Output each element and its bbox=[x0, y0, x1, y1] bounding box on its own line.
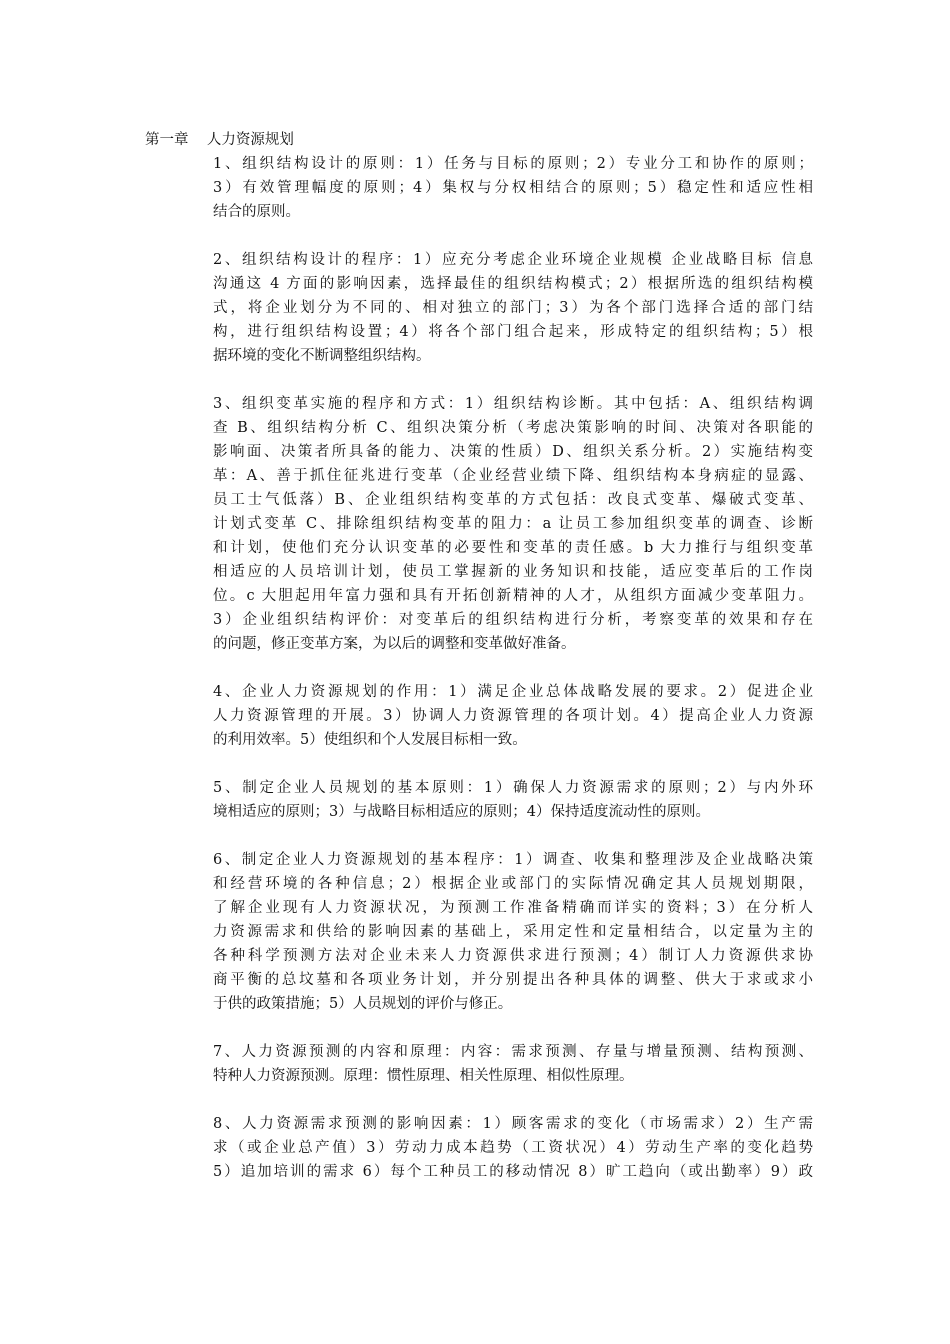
text-line: 境相适应的原则；3）与战略目标相适应的原则；4）保持适度流动性的原则。 bbox=[213, 804, 710, 820]
text-line: 革：A、善于抓住征兆进行变革（企业经营业绩下降、组织结构本身病症的显露、 bbox=[213, 468, 813, 484]
section-paragraph bbox=[213, 392, 813, 656]
text-line: 式，将企业划分为不同的、相对独立的部门；3）为各个部门选择合适的部门结 bbox=[213, 300, 813, 316]
text-line: 构，进行组织结构设置；4）将各个部门组合起来，形成特定的组织结构；5）根 bbox=[213, 324, 813, 340]
text-line: 了解企业现有人力资源状况，为预测工作准备精确而详实的资料；3）在分析人 bbox=[213, 900, 813, 916]
text-line: 和经营环境的各种信息；2）根据企业或部门的实际情况确定其人员规划期限， bbox=[213, 876, 813, 892]
text-line: 力资源需求和供给的影响因素的基础上，采用定性和定量相结合，以定量为主的 bbox=[213, 924, 813, 940]
section-paragraph bbox=[213, 848, 813, 1016]
text-line: 据环境的变化不断调整组织结构。 bbox=[213, 348, 431, 364]
text-line: 的问题，修正变革方案，为以后的调整和变革做好准备。 bbox=[213, 636, 576, 652]
section-paragraph bbox=[213, 776, 813, 824]
text-line: 7、人力资源预测的内容和原理：内容：需求预测、存量与增量预测、结构预测、 bbox=[213, 1044, 813, 1060]
text-line: 于供的政策措施；5）人员规划的评价与修正。 bbox=[213, 996, 513, 1012]
document-body bbox=[213, 152, 813, 1208]
text-line: 5、制定企业人员规划的基本原则：1）确保人力资源需求的原则；2）与内外环 bbox=[213, 780, 813, 796]
text-line: 影响面、决策者所具备的能力、决策的性质）D、组织关系分析。2）实施结构变 bbox=[213, 444, 813, 460]
text-line: 查 B、组织结构分析 C、组织决策分析（考虑决策影响的时间、决策对各职能的 bbox=[213, 420, 813, 436]
text-line: 计划式变革 C、排除组织结构变革的阻力：a 让员工参加组织变革的调查、诊断 bbox=[213, 516, 813, 532]
text-line: 8、人力资源需求预测的影响因素：1）顾客需求的变化（市场需求）2）生产需 bbox=[213, 1116, 813, 1132]
text-line: 相适应的人员培训计划，使员工掌握新的业务知识和技能，适应变革后的工作岗 bbox=[213, 564, 813, 580]
section-paragraph bbox=[213, 680, 813, 752]
text-line: 3）企业组织结构评价：对变革后的组织结构进行分析，考察变革的效果和存在 bbox=[213, 612, 813, 628]
text-line: 商平衡的总坟墓和各项业务计划，并分别提出各种具体的调整、供大于求或求小 bbox=[213, 972, 813, 988]
text-line: 和计划，使他们充分认识变革的必要性和变革的责任感。b 大力推行与组织变革 bbox=[213, 540, 813, 556]
text-line: 2、组织结构设计的程序：1）应充分考虑企业环境企业规模 企业战略目标 信息 bbox=[213, 252, 813, 268]
text-line: 特种人力资源预测。原理：惯性原理、相关性原理、相似性原理。 bbox=[213, 1068, 634, 1084]
text-line: 4、企业人力资源规划的作用：1）满足企业总体战略发展的要求。2）促进企业 bbox=[213, 684, 813, 700]
text-line: 员工士气低落）B、企业组织结构变革的方式包括：改良式变革、爆破式变革、 bbox=[213, 492, 813, 508]
text-line: 6、制定企业人力资源规划的基本程序：1）调查、收集和整理涉及企业战略决策 bbox=[213, 852, 813, 868]
section-paragraph bbox=[213, 1040, 813, 1088]
text-line: 5）追加培训的需求 6）每个工种员工的移动情况 8）旷工趋向（或出勤率）9）政 bbox=[213, 1164, 813, 1180]
text-line: 3）有效管理幅度的原则；4）集权与分权相结合的原则；5）稳定性和适应性相 bbox=[213, 180, 813, 196]
text-line: 求（或企业总产值）3）劳动力成本趋势（工资状况）4）劳动生产率的变化趋势 bbox=[213, 1140, 813, 1156]
text-line: 各种科学预测方法对企业未来人力资源供求进行预测；4）制订人力资源供求协 bbox=[213, 948, 813, 964]
section-paragraph bbox=[213, 152, 813, 224]
text-line: 的利用效率。5）使组织和个人发展目标相一致。 bbox=[213, 732, 527, 748]
section-paragraph bbox=[213, 1112, 813, 1184]
text-line: 3、组织变革实施的程序和方式：1）组织结构诊断。其中包括：A、组织结构调 bbox=[213, 396, 813, 412]
chapter-title: 第一章 人力资源规划 bbox=[145, 132, 294, 148]
text-line: 人力资源管理的开展。3）协调人力资源管理的各项计划。4）提高企业人力资源 bbox=[213, 708, 813, 724]
text-line: 结合的原则。 bbox=[213, 204, 300, 220]
text-line: 位。c 大胆起用年富力强和具有开拓创新精神的人才，从组织方面减少变革阻力。 bbox=[213, 588, 813, 604]
section-paragraph bbox=[213, 248, 813, 368]
text-line: 沟通这 4 方面的影响因素，选择最佳的组织结构模式；2）根据所选的组织结构模 bbox=[213, 276, 813, 292]
text-line: 1、组织结构设计的原则：1）任务与目标的原则；2）专业分工和协作的原则； bbox=[213, 156, 813, 172]
